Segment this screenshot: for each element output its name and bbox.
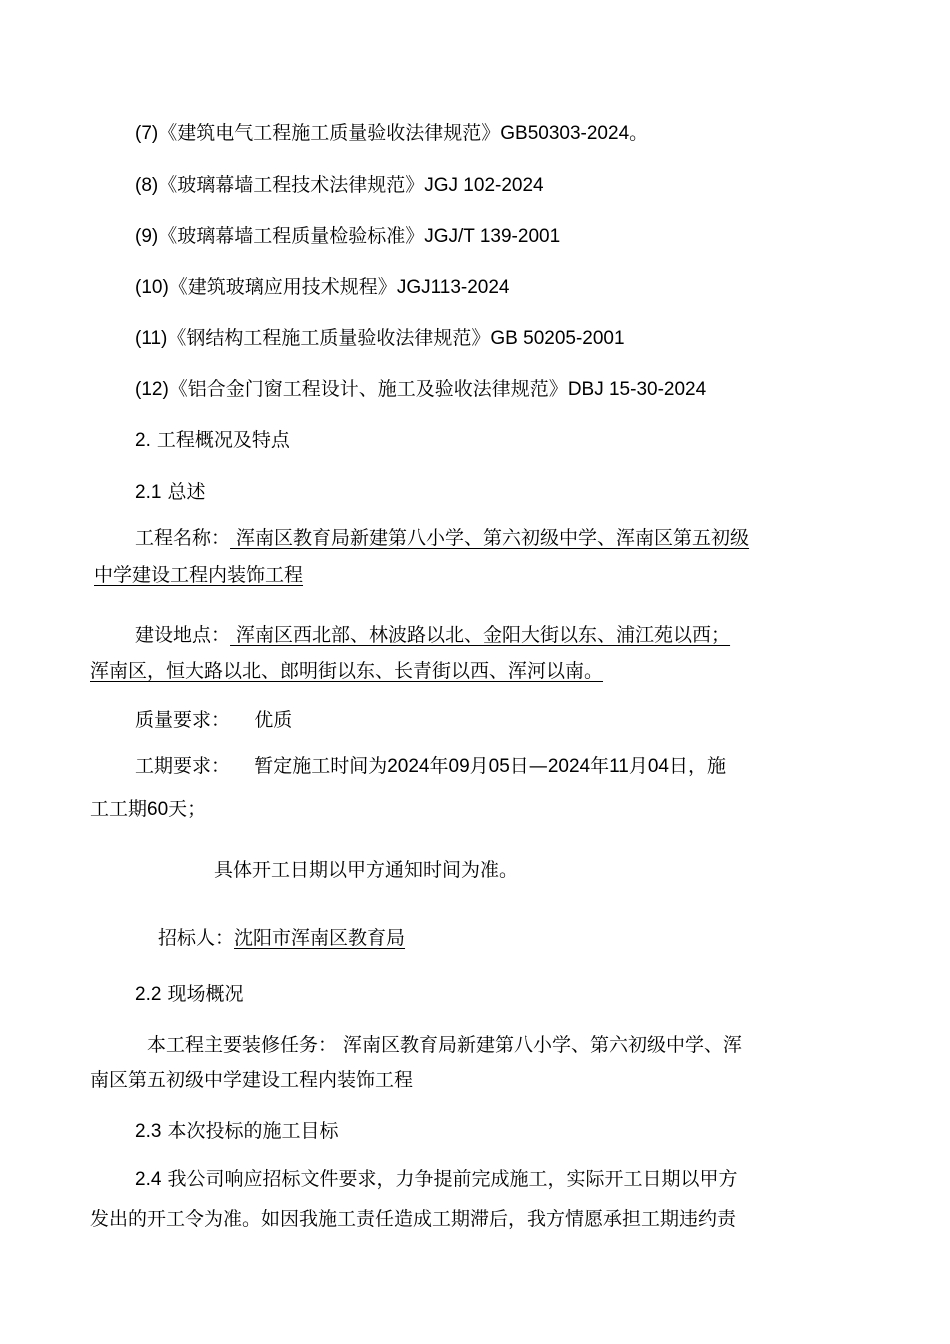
ref-item-7: (7)《建筑电气工程施工质量验收法律规范》GB50303-2024。 — [135, 122, 649, 144]
section-2-2-heading: 2.2 现场概况 — [135, 983, 244, 1005]
start-date-note: 具体开工日期以甲方通知时间为准。 — [214, 859, 519, 881]
ref-item-9: (9)《玻璃幕墙工程质量检验标准》JGJ/T 139-2001 — [135, 225, 561, 247]
ref-item-8: (8)《玻璃幕墙工程技术法律规范》JGJ 102-2024 — [135, 174, 544, 196]
quality-requirement: 质量要求： 优质 — [135, 709, 293, 731]
ref-item-12: (12)《铝合金门窗工程设计、施工及验收法律规范》DBJ 15-30-2024 — [135, 378, 707, 400]
project-name-line2: 中学建设工程内装饰工程 — [94, 564, 304, 586]
main-task-line2: 南区第五初级中学建设工程内装饰工程 — [90, 1069, 414, 1091]
section-2-3-heading: 2.3 本次投标的施工目标 — [135, 1120, 339, 1142]
schedule-line2: 工工期60天； — [90, 798, 207, 820]
ref-item-10: (10)《建筑玻璃应用技术规程》JGJ113-2024 — [135, 276, 510, 298]
section-2-4-line2: 发出的开工令为准。如因我施工责任造成工期滞后，我方情愿承担工期违约责 — [90, 1208, 737, 1230]
main-task-line1: 本工程主要装修任务： 浑南区教育局新建第八小学、第六初级中学、浑 — [147, 1034, 743, 1056]
project-name-line1: 工程名称： 浑南区教育局新建第八小学、第六初级中学、浑南区第五初级 — [135, 527, 750, 549]
schedule-line1: 工期要求： 暂定施工时间为2024年09月05日—2024年11月04日，施 — [135, 755, 727, 777]
location-line1: 建设地点： 浑南区西北部、林波路以北、金阳大街以东、浦江苑以西； — [135, 624, 731, 646]
section-2-1-heading: 2.1 总述 — [135, 481, 206, 503]
section-2-4-line1: 2.4 我公司响应招标文件要求，力争提前完成施工，实际开工日期以甲方 — [135, 1168, 738, 1190]
section-2-heading: 2. 工程概况及特点 — [135, 429, 290, 451]
location-line2: 浑南区，恒大路以北、郎明街以东、长青街以西、浑河以南。 — [90, 660, 604, 682]
ref-item-11: (11)《钢结构工程施工质量验收法律规范》GB 50205-2001 — [135, 327, 625, 349]
tenderer: 招标人：沈阳市浑南区教育局 — [158, 927, 406, 949]
